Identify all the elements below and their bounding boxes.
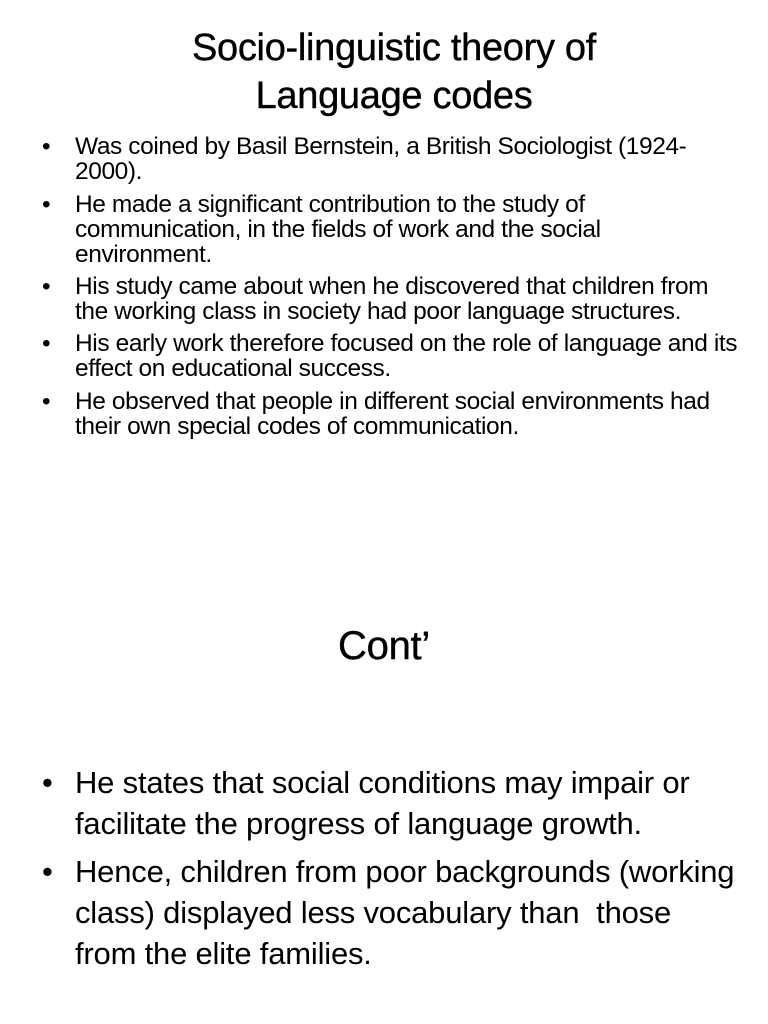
bullet-item <box>40 851 743 974</box>
bullet-text: His study came about when he discovered that children from the working class in society had poor language structures. <box>75 273 709 325</box>
bullet-point-icon: • <box>42 388 51 415</box>
slide-title: Cont’ <box>338 624 430 668</box>
bullet-list <box>40 762 743 981</box>
bullet-item <box>40 331 740 381</box>
bullet-text: He observed that people in different social environments had their own special codes of communication. <box>75 388 710 440</box>
bullet-item <box>40 274 740 324</box>
bullet-point-icon: • <box>42 191 51 218</box>
bullet-text: His early work therefore focused on the role of language and its effect on educational success. <box>75 330 738 382</box>
bullet-list <box>40 134 740 447</box>
title-line-2: Language codes <box>255 75 533 117</box>
bullet-point-icon: • <box>42 133 51 160</box>
bullet-item <box>40 134 740 184</box>
bullet-text: He states that social conditions may impair or facilitate the progress of language growth. <box>75 765 715 841</box>
title-line-1: Socio-linguistic theory of <box>191 27 597 69</box>
slide-title <box>110 24 678 120</box>
bullet-text: He made a significant contribution to the study of communication, in the fields of work and the social environment. <box>75 191 601 268</box>
slide-cont <box>0 590 768 1024</box>
bullet-point-icon: • <box>42 330 51 357</box>
bullet-text: Was coined by Basil Bernstein, a British Sociologist (1924-2000). <box>75 133 687 185</box>
bullet-item <box>40 192 740 267</box>
bullet-item <box>40 389 740 439</box>
bullet-point-icon: • <box>42 854 53 889</box>
bullet-text: Hence, children from poor backgrounds (working class) displayed less vocabulary than those from the elite families. <box>75 854 743 971</box>
bullet-point-icon: • <box>42 273 51 300</box>
bullet-point-icon: • <box>42 765 53 800</box>
bullet-item <box>40 762 740 844</box>
